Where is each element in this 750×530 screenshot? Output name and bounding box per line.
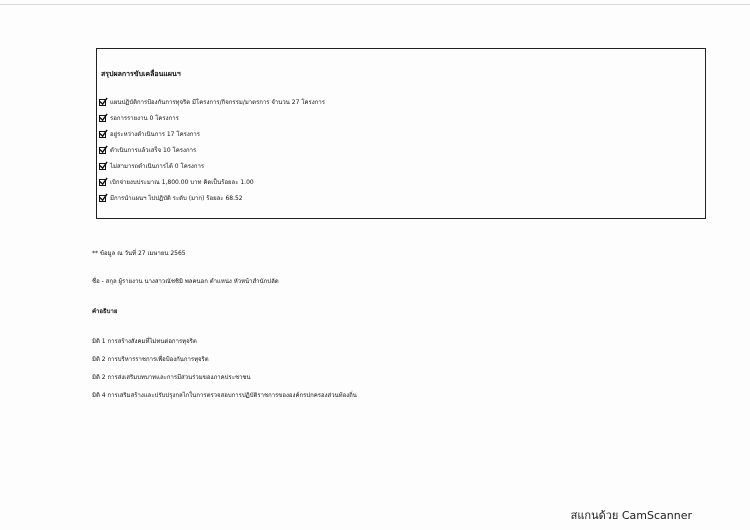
camscanner-watermark: สแกนด้วย CamScanner (570, 509, 692, 522)
summary-item-text: รอการรายงาน 0 โครงการ (110, 115, 179, 122)
summary-item-text: อยู่ระหว่างดำเนินการ 17 โครงการ (110, 131, 200, 138)
summary-item (99, 94, 325, 110)
checkbox-checked-icon (99, 115, 106, 122)
dimension-item: มิติ 4 การเสริมสร้างและปรับปรุงกลไกในการตรวจสอบการปฏิบัติราชการขององค์กรปกครองส่วนท้องถิ่น (92, 392, 357, 399)
dimension-item: มิติ 1 การสร้างสังคมที่ไม่ทนต่อการทุจริต (92, 338, 197, 345)
summary-item-text: ไม่สามารถดำเนินการได้ 0 โครงการ (110, 163, 205, 170)
data-date-note: ** ข้อมูล ณ วันที่ 27 เมษายน 2565 (92, 250, 186, 257)
dimension-list (92, 333, 357, 405)
checkbox-checked-icon (99, 99, 106, 106)
summary-item-text: ดำเนินการแล้วเสร็จ 10 โครงการ (110, 147, 197, 154)
summary-item-text: เบิกจ่ายงบประมาณ 1,800.00 บาท คิดเป็นร้อยละ 1.00 (110, 179, 254, 186)
summary-box (96, 48, 706, 219)
top-edge-line (0, 4, 750, 5)
checkbox-checked-icon (99, 195, 106, 202)
summary-item (99, 174, 325, 190)
checkbox-checked-icon (99, 131, 106, 138)
summary-item (99, 158, 325, 174)
summary-title: สรุปผลการขับเคลื่อนแผนฯ (101, 70, 181, 78)
summary-item (99, 126, 325, 142)
summary-item-text: แผนปฏิบัติการป้องกันการทุจริต มีโครงการ/กิจกรรม/มาตรการ จำนวน 27 โครงการ (110, 99, 325, 106)
checkbox-checked-icon (99, 163, 106, 170)
summary-item-text: มีการนำแผนฯ ไปปฏิบัติ ระดับ (มาก) ร้อยละ 68.52 (110, 195, 243, 202)
reporter-line: ชื่อ - สกุล ผู้รายงาน นางสาวณัชชิมิ พลคนอก ตำแหน่ง หัวหน้าสำนักปลัด (92, 278, 279, 285)
dimension-item: มิติ 2 การส่งเสริมบทบาทและการมีส่วนร่วมของภาคประชาชน (92, 374, 251, 381)
summary-item (99, 142, 325, 158)
summary-item (99, 110, 325, 126)
summary-item (99, 190, 325, 206)
dimension-item: มิติ 2 การบริหารราชการเพื่อป้องกันการทุจริต (92, 356, 209, 363)
summary-list (99, 94, 325, 206)
explanation-heading: คำอธิบาย (92, 308, 118, 315)
checkbox-checked-icon (99, 179, 106, 186)
checkbox-checked-icon (99, 147, 106, 154)
